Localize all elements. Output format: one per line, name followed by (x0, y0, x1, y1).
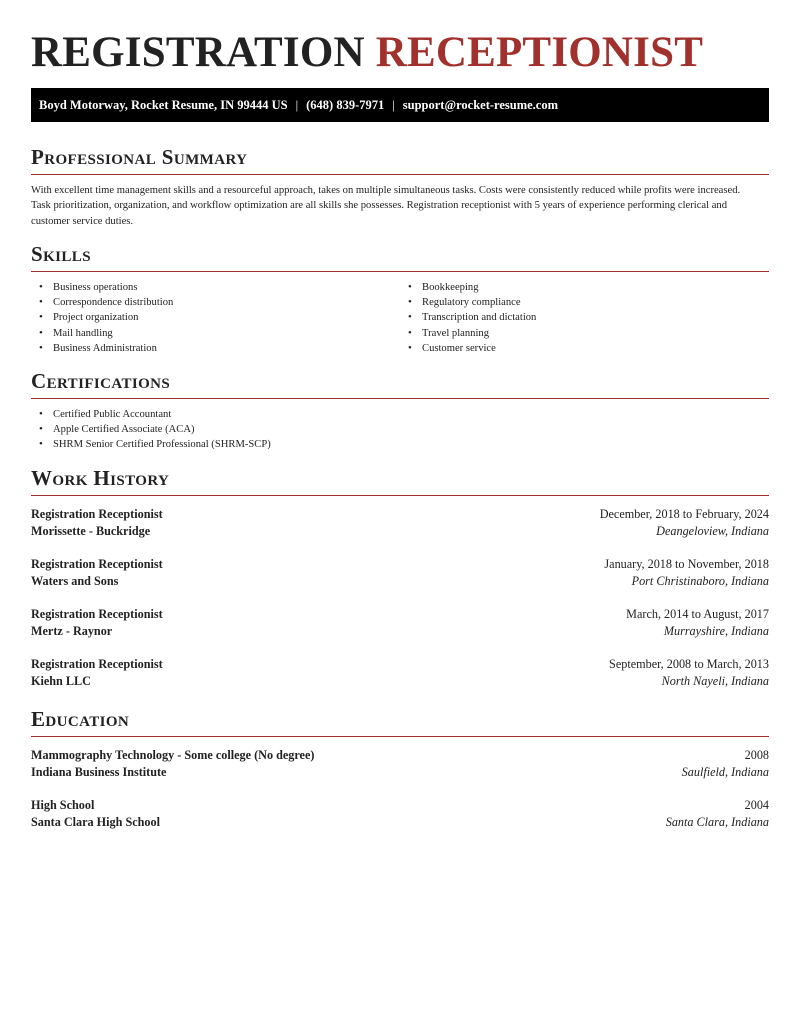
title-first-word: REGISTRATION (31, 29, 365, 76)
contact-address: Boyd Motorway, Rocket Resume, IN 99444 US (39, 98, 288, 112)
skills-heading: Skills (31, 241, 769, 272)
skills-left-list (31, 280, 400, 356)
certification-item: • Certified Public Accountant (31, 407, 769, 422)
work-history-list (31, 506, 769, 691)
job-location: Murrayshire, Indiana (663, 624, 769, 639)
certifications-heading: Certifications (31, 368, 769, 399)
contact-separator: | (295, 98, 299, 112)
education-list (31, 747, 769, 832)
skill-item: • Regulatory compliance (400, 295, 769, 310)
contact-email[interactable]: support@rocket-resume.com (402, 98, 559, 112)
job-title: Registration Receptionist (31, 656, 163, 671)
company-name: Kiehn LLC (31, 674, 91, 689)
company-name: Waters and Sons (31, 574, 119, 589)
skill-item: • Travel planning (400, 326, 769, 341)
school-location: Saulfield, Indiana (681, 765, 769, 780)
job-title: Registration Receptionist (31, 506, 163, 521)
title-second-word: RECEPTIONIST (375, 29, 704, 76)
summary-heading: Professional Summary (31, 144, 769, 175)
page-title (31, 30, 769, 76)
certifications-list (31, 407, 769, 453)
job-dates: December, 2018 to February, 2024 (599, 506, 769, 521)
school-name: Santa Clara High School (31, 815, 161, 830)
job-location: Deangeloview, Indiana (656, 524, 769, 539)
education-entry (31, 797, 769, 832)
job-title: Registration Receptionist (31, 606, 163, 621)
degree-name: High School (31, 797, 95, 812)
job-dates: March, 2014 to August, 2017 (626, 606, 769, 621)
company-name: Mertz - Raynor (31, 624, 113, 639)
education-year: 2008 (744, 747, 769, 762)
degree-name: Mammography Technology - Some college (No degree) (31, 747, 315, 762)
work-entry (31, 506, 769, 541)
job-location: North Nayeli, Indiana (661, 674, 769, 689)
summary-text: With excellent time management skills and a resourceful approach, takes on multiple simultaneous tasks. Costs were consistently reduced while profits were increased. Task prioritization, organization, and workflow optimization are all skills she possesses. Registration receptionist with 5 years of experience performing clerical and customer service duties. (31, 185, 741, 227)
skill-item: • Mail handling (31, 326, 400, 341)
job-title: Registration Receptionist (31, 556, 163, 571)
skill-item: • Project organization (31, 310, 400, 325)
work-history-heading: Work History (31, 465, 769, 496)
education-heading: Education (31, 706, 769, 737)
certification-item: • Apple Certified Associate (ACA) (31, 422, 769, 437)
contact-bar (31, 88, 769, 122)
skill-item: • Customer service (400, 341, 769, 356)
job-dates: September, 2008 to March, 2013 (609, 656, 769, 671)
skill-item: • Business Administration (31, 341, 400, 356)
contact-separator: | (392, 98, 395, 112)
skill-item: • Transcription and dictation (400, 310, 769, 325)
certification-item: • SHRM Senior Certified Professional (SHRM-SCP) (31, 437, 769, 452)
company-name: Morissette - Buckridge (31, 524, 151, 539)
contact-phone[interactable]: (648) 839-7971 (306, 98, 385, 112)
work-entry (31, 606, 769, 641)
education-year: 2004 (744, 797, 769, 812)
job-dates: January, 2018 to November, 2018 (604, 556, 769, 571)
skills-grid (31, 280, 769, 356)
skills-right-list (400, 280, 769, 356)
education-entry (31, 747, 769, 782)
job-location: Port Christinaboro, Indiana (631, 574, 769, 589)
school-location: Santa Clara, Indiana (665, 815, 769, 830)
work-entry (31, 656, 769, 691)
work-entry (31, 556, 769, 591)
skill-item: • Bookkeeping (400, 280, 769, 295)
skill-item: • Business operations (31, 280, 400, 295)
school-name: Indiana Business Institute (31, 765, 167, 780)
skill-item: • Correspondence distribution (31, 295, 400, 310)
